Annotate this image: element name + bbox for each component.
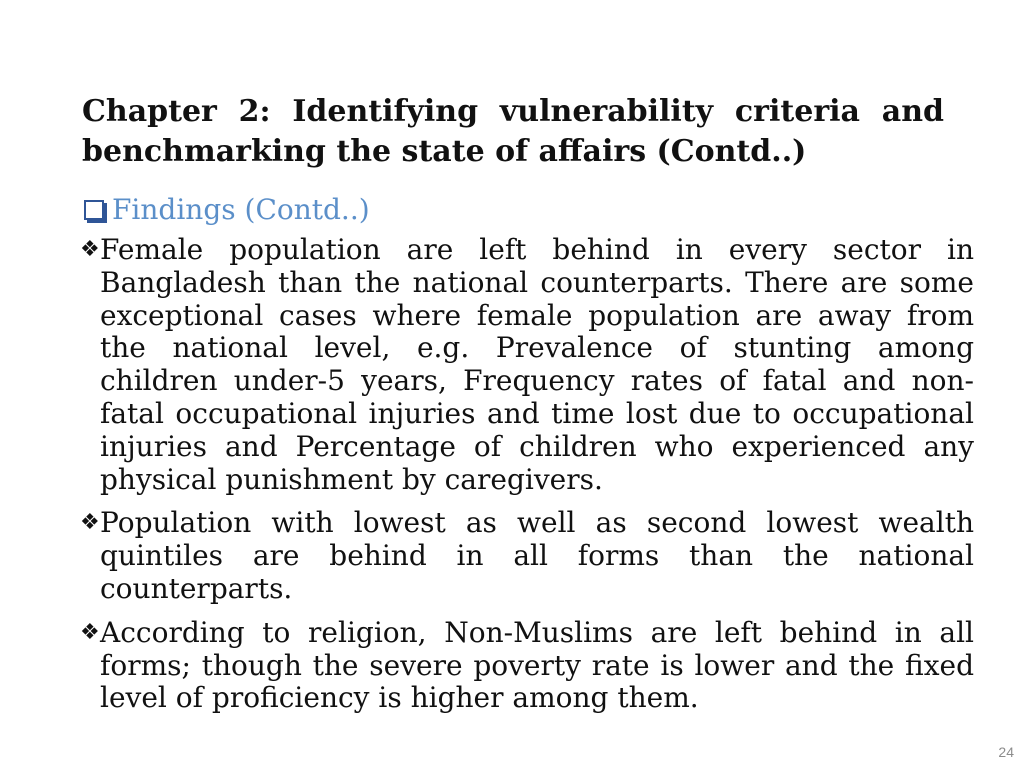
findings-bullet-item: [80, 617, 974, 715]
findings-subheading: [80, 192, 974, 228]
findings-bullet-item: [80, 234, 974, 496]
findings-bullet-list: [80, 234, 974, 715]
bullet-text: Population with lowest as well as second lowest wealth quintiles are behind in all forms than the national counterparts.: [100, 506, 974, 605]
findings-bullet-item: [80, 507, 974, 605]
slide-title: Chapter 2: Identifying vulnerability criteria and benchmarking the state of affairs (Contd..): [82, 94, 944, 169]
diamond-bullet-icon: ❖: [80, 619, 100, 645]
slide-content: [80, 192, 974, 726]
diamond-bullet-icon: ❖: [80, 510, 100, 536]
page-number: 24: [998, 744, 1014, 760]
bullet-text: According to religion, Non-Muslims are left behind in all forms; though the severe poverty rate is lower and the fixed level of proficiency is higher among them.: [100, 615, 974, 715]
findings-subheading-label: Findings (Contd..): [112, 193, 370, 226]
checkbox-bullet-icon: [84, 200, 104, 220]
bullet-text: Female population are left behind in every sector in Bangladesh than the national counterparts. There are some exceptional cases where female population are away from the national level, e.g. Prevalence of stunting among children under-5 years, Frequency rates of fatal and non-fatal occupational injuries and time lost due to occupational injuries and Percentage of children who experienced any physical punishment by caregivers.: [100, 233, 974, 496]
diamond-bullet-icon: ❖: [80, 237, 100, 262]
